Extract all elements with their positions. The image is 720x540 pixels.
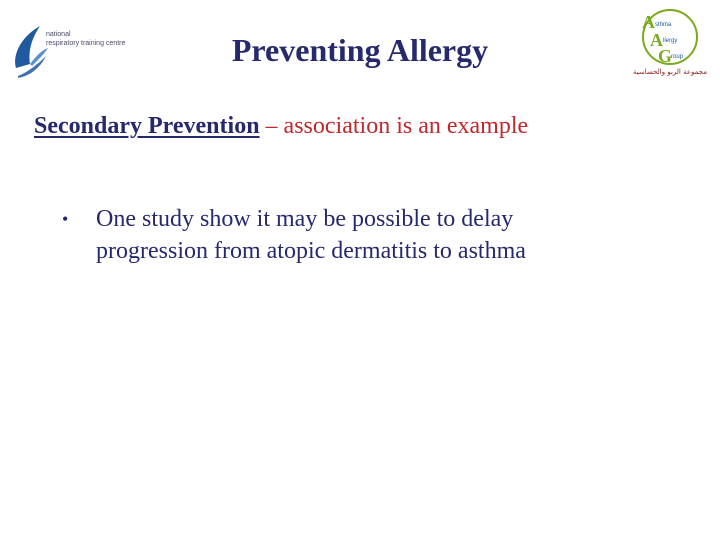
aag-logo (628, 8, 712, 80)
aag-word-asthma: sthma (655, 22, 672, 28)
subtitle-rest: – association is an example (259, 113, 529, 139)
slide-subtitle (34, 113, 528, 140)
nrtc-logo (10, 20, 150, 82)
aag-word-group: roup (671, 54, 684, 60)
aag-arabic-name: مجموعة الربو والحساسية (633, 68, 707, 76)
aag-word-allergy: llergy (663, 38, 678, 44)
bullet-item (62, 203, 622, 267)
aag-letter-g: G (658, 46, 673, 66)
aag-letter-a1: A (642, 12, 655, 32)
nrtc-swoosh-icon (10, 20, 50, 82)
nrtc-line1: national (46, 31, 71, 38)
subtitle-key-term: Secondary Prevention (34, 113, 260, 139)
aag-emblem-icon (628, 8, 712, 66)
bullet-dot-icon: • (62, 209, 69, 229)
slide-title: Preventing Allergy (231, 32, 489, 68)
aag-letter-a2: A (650, 30, 663, 50)
nrtc-line2: respiratory training centre (46, 40, 126, 47)
bullet-text: One study show it may be possible to delay progression from atopic dermatitis to asthma (96, 206, 526, 264)
